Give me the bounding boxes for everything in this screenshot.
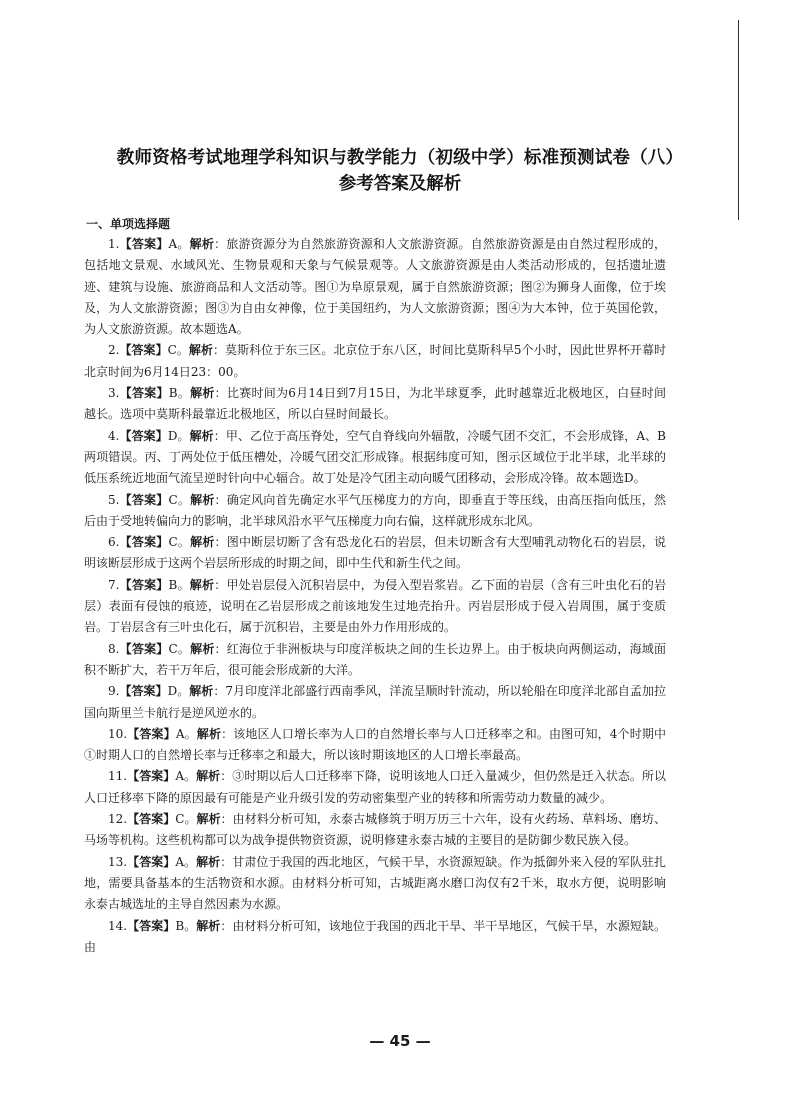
analysis-label: 解析 xyxy=(190,535,215,550)
answer-choice: A。 xyxy=(168,237,190,251)
answer-explanation: 该地区人口增长率为人口的自然增长率与人口迁移率之和。由图可知，4个时期中①时期人口的自然增长率与迁移率之和最大，所以该时期该地区的人口增长率最高。 xyxy=(84,726,666,763)
section-heading: 一、单项选择题 xyxy=(86,217,171,231)
analysis-label: 解析 xyxy=(196,812,221,827)
answer-number: 2. xyxy=(108,343,120,358)
answer-explanation: 比赛时间为6月14日到7月15日，为北半球夏季，此时越靠近北极地区，白昼时间越长。选项中莫斯科最靠近北极地区，所以白昼时间最长。 xyxy=(84,386,666,422)
answer-number: 9. xyxy=(108,684,120,699)
answer-label: 【答案】 xyxy=(119,343,168,358)
answer-explanation: 确定风向首先确定水平气压梯度力的方向，即垂直于等压线，由高压指向低压，然后由于受地转偏向力的影响，北半球风沿水平气压梯度力向右偏，这样就形成东北风。 xyxy=(84,492,666,528)
answer-label: 【答案】 xyxy=(119,577,169,592)
analysis-label: 解析 xyxy=(189,428,214,443)
answer-choice: C。 xyxy=(175,812,197,827)
answer-explanation: 甘肃位于我国的西北地区，气候干旱，水资源短缺。作为抵御外来入侵的军队驻扎地，需要具备基本的生活物资和水源。由材料分析可知，古城距离水磨口沟仅有2千米，取水方便，说明影响永泰古城选址的主导自然因素为水源。 xyxy=(84,854,666,912)
answer-number: 10. xyxy=(108,726,128,741)
answer-choice: A。 xyxy=(175,769,197,784)
answer-number: 1. xyxy=(108,237,120,251)
answer-number: 12. xyxy=(108,812,128,827)
answer-number: 6. xyxy=(108,535,120,550)
answer-explanation: 旅游资源分为自然旅游资源和人文旅游资源。自然旅游资源是由自然过程形成的，包括地文景观、水域风光、生物景观和天象与气候景观等。人文旅游资源是由人类活动形成的，包括遗址遗迹、建筑与设施、旅游商品和人文活动等。图①为阜原景观，属于自然旅游资源；图②为狮身人面像，位于埃及，为人文旅游资源；图③为自由女神像，位于美国纽约，为人文旅游资源；图④为大本钟，位于英国伦敦，为人文旅游资源。故本题选A。 xyxy=(84,237,666,337)
analysis-label: 解析 xyxy=(196,769,221,784)
analysis-label: 解析 xyxy=(196,854,221,869)
answer-item: 7.【答案】B。解析：甲处岩层侵入沉积岩层中，为侵入型岩浆岩。乙下面的岩层（含有三叶虫化石的岩层）表面有侵蚀的痕迹，说明在乙岩层形成之前该地发生过地壳抬升。丙岩层形成于侵入岩周围，属于变质岩。丁岩层含有三叶虫化石，属于沉积岩，主要是由外力作用形成的。 xyxy=(84,577,666,635)
answer-number: 13. xyxy=(108,854,128,869)
answer-choice: C。 xyxy=(168,535,191,550)
answer-label: 【答案】 xyxy=(127,854,176,869)
answer-item: 4.【答案】D。解析：甲、乙位于高压脊处，空气自脊线向外辐散，冷暖气团不交汇，不会形成锋，A、B两项错误。丙、丁两处位于低压槽处，冷暖气团交汇形成锋。根据纬度可知，图示区域位于北半球，北半球的低压系统近地面气流呈逆时针向中心辐合。故丁处是冷气团主动向暖气团移动，会形成冷锋。故本题选D。 xyxy=(84,428,666,486)
answer-explanation: 甲、乙位于高压脊处，空气自脊线向外辐散，冷暖气团不交汇，不会形成锋，A、B两项错误。丙、丁两处位于低压槽处，冷暖气团交汇形成锋。根据纬度可知，图示区域位于北半球，北半球的低压系统近地面气流呈逆时针向中心辐合。故丁处是冷气团主动向暖气团移动，会形成冷锋。故本题选D。 xyxy=(84,428,666,486)
answer-explanation: 图中断层切断了含有恐龙化石的岩层，但未切断含有大型哺乳动物化石的岩层，说明该断层形成于这两个岩层所形成的时期之间，即中生代和新生代之间。 xyxy=(84,535,666,571)
answer-choice: D。 xyxy=(167,428,190,443)
answer-number: 14. xyxy=(108,918,128,933)
answer-label: 【答案】 xyxy=(127,918,176,933)
answer-number: 3. xyxy=(108,386,120,401)
answer-explanation: 红海位于非洲板块与印度洋板块之间的生长边界上。由于板块向两侧运动，海域面积不断扩大，若干万年后，很可能会形成新的大洋。 xyxy=(84,641,666,677)
answer-label: 【答案】 xyxy=(119,535,169,550)
answer-explanation: ③时期以后人口迁移率下降，说明该地人口迁入量减少，但仍然是迁入状态。所以人口迁移率下降的原因最有可能是产业升级引发的劳动密集型产业的转移和所需劳动力数量的减少。 xyxy=(84,769,666,805)
answer-label: 【答案】 xyxy=(127,812,176,827)
answer-choice: B。 xyxy=(168,577,190,592)
answer-label: 【答案】 xyxy=(119,641,169,656)
answer-item: 1.【答案】A。解析：旅游资源分为自然旅游资源和人文旅游资源。自然旅游资源是由自然过程形成的，包括地文景观、水域风光、生物景观和天象与气候景观等。人文旅游资源是由人类活动形成的，包括遗址遗迹、建筑与设施、旅游商品和人文活动等。图①为阜原景观，属于自然旅游资源；图②为狮身人面像，位于埃及，为人文旅游资源；图③为自由女神像，位于美国纽约，为人文旅游资源；图④为大本钟，位于英国伦敦，为人文旅游资源。故本题选A。 xyxy=(84,237,666,337)
analysis-label: 解析 xyxy=(196,726,222,741)
answer-item: 2.【答案】C。解析：莫斯科位于东三区。北京位于东八区，时间比莫斯科早5个小时，因此世界杯开幕时北京时间为6月14日23：00。 xyxy=(84,343,666,379)
answer-label: 【答案】 xyxy=(119,684,168,699)
answer-number: 11. xyxy=(108,769,128,784)
answer-label: 【答案】 xyxy=(127,769,176,784)
answer-explanation: 甲处岩层侵入沉积岩层中，为侵入型岩浆岩。乙下面的岩层（含有三叶虫化石的岩层）表面有侵蚀的痕迹，说明在乙岩层形成之前该地发生过地壳抬升。丙岩层形成于侵入岩周围，属于变质岩。丁岩层含有三叶虫化石，属于沉积岩，主要是由外力作用形成的。 xyxy=(84,577,666,635)
answer-item: 8.【答案】C。解析：红海位于非洲板块与印度洋板块之间的生长边界上。由于板块向两侧运动，海域面积不断扩大，若干万年后，很可能会形成新的大洋。 xyxy=(84,641,666,677)
answer-choice: C。 xyxy=(167,343,189,358)
answer-choice: B。 xyxy=(175,918,197,933)
answer-explanation: 由材料分析可知，永泰古城修筑于明万历三十六年，设有火药场、草料场、磨坊、马场等机构。这些机构都可以为战争提供物资资源，说明修建永泰古城的主要目的是防御少数民族入侵。 xyxy=(84,812,666,848)
answer-item: 11.【答案】A。解析：③时期以后人口迁移率下降，说明该地人口迁入量减少，但仍然是迁入状态。所以人口迁移率下降的原因最有可能是产业升级引发的劳动密集型产业的转移和所需劳动力数量的减少。 xyxy=(84,769,666,805)
answer-item: 9.【答案】D。解析：7月印度洋北部盛行西南季风，洋流呈顺时针流动，所以轮船在印度洋北部自孟加拉国向斯里兰卡航行是逆风逆水的。 xyxy=(84,684,666,720)
answer-label: 【答案】 xyxy=(119,237,169,251)
analysis-label: 解析 xyxy=(196,918,221,933)
analysis-label: 解析 xyxy=(189,577,215,592)
answer-item: 12.【答案】C。解析：由材料分析可知，永泰古城修筑于明万历三十六年，设有火药场、草料场、磨坊、马场等机构。这些机构都可以为战争提供物资资源，说明修建永泰古城的主要目的是防御少数民族入侵。 xyxy=(84,812,666,848)
answer-choice: D。 xyxy=(167,684,190,699)
answer-choice: C。 xyxy=(168,492,191,507)
answer-number: 7. xyxy=(108,577,120,592)
answer-number: 8. xyxy=(108,641,120,656)
answer-explanation: 7月印度洋北部盛行西南季风，洋流呈顺时针流动，所以轮船在印度洋北部自孟加拉国向斯里兰卡航行是逆风逆水的。 xyxy=(84,684,666,720)
answer-number: 5. xyxy=(108,492,120,507)
answer-choice: B。 xyxy=(168,386,191,401)
answer-item: 14.【答案】B。解析：由材料分析可知，该地位于我国的西北干旱、半干旱地区，气候干旱，水源短缺。由 xyxy=(84,918,666,954)
answer-item: 10.【答案】A。解析：该地区人口增长率为人口的自然增长率与人口迁移率之和。由图可知，4个时期中①时期人口的自然增长率与迁移率之和最大，所以该时期该地区的人口增长率最高。 xyxy=(84,726,666,763)
answer-item: 5.【答案】C。解析：确定风向首先确定水平气压梯度力的方向，即垂直于等压线，由高压指向低压，然后由于受地转偏向力的影响，北半球风沿水平气压梯度力向右偏，这样就形成东北风。 xyxy=(84,492,666,528)
answer-choice: C。 xyxy=(168,641,191,656)
answer-item: 3.【答案】B。解析：比赛时间为6月14日到7月15日，为北半球夏季，此时越靠近北极地区，白昼时间越长。选项中莫斯科最靠近北极地区，所以白昼时间最长。 xyxy=(84,386,666,422)
answer-label: 【答案】 xyxy=(119,386,169,401)
page-subtitle: 参考答案及解析 xyxy=(338,174,462,194)
answer-label: 【答案】 xyxy=(127,726,176,741)
analysis-label: 解析 xyxy=(189,237,215,251)
answer-label: 【答案】 xyxy=(119,428,168,443)
answer-item: 13.【答案】A。解析：甘肃位于我国的西北地区，气候干旱，水资源短缺。作为抵御外来入侵的军队驻扎地，需要具备基本的生活物资和水源。由材料分析可知，古城距离水磨口沟仅有2千米，取水方便，说明影响永泰古城选址的主导自然因素为水源。 xyxy=(84,854,666,912)
answer-explanation: 由材料分析可知，该地位于我国的西北干旱、半干旱地区，气候干旱，水源短缺。由 xyxy=(84,918,666,954)
answer-item: 6.【答案】C。解析：图中断层切断了含有恐龙化石的岩层，但未切断含有大型哺乳动物化石的岩层，说明该断层形成于这两个岩层所形成的时期之间，即中生代和新生代之间。 xyxy=(84,535,666,571)
answer-label: 【答案】 xyxy=(119,492,169,507)
answer-list xyxy=(84,234,666,958)
analysis-label: 解析 xyxy=(190,492,215,507)
analysis-label: 解析 xyxy=(190,641,215,656)
answer-choice: A。 xyxy=(175,726,197,741)
answer-choice: A。 xyxy=(175,854,197,869)
answer-number: 4. xyxy=(108,428,120,443)
analysis-label: 解析 xyxy=(190,386,215,401)
page-title: 教师资格考试地理学科知识与教学能力（初级中学）标准预测试卷（八） xyxy=(116,148,684,168)
analysis-label: 解析 xyxy=(188,343,213,358)
analysis-label: 解析 xyxy=(189,684,214,699)
answer-explanation: 莫斯科位于东三区。北京位于东八区，时间比莫斯科早5个小时，因此世界杯开幕时北京时间为6月14日23：00。 xyxy=(84,343,666,379)
page-number: — 45 — xyxy=(369,1032,431,1050)
